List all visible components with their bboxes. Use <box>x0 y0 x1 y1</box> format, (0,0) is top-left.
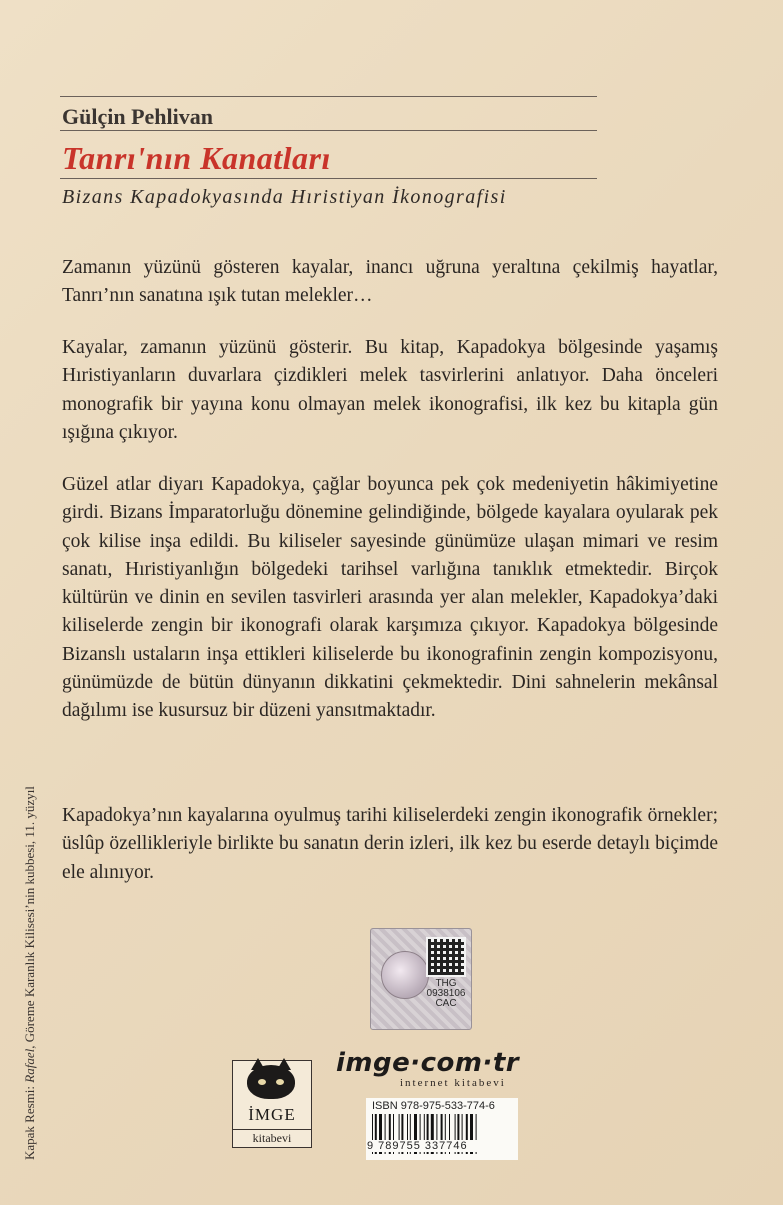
sticker-code-2: 0938106 <box>426 988 466 999</box>
cover-image-credit <box>22 786 38 1160</box>
credit-suffix: , Göreme Karanlık Kilisesi’nin kubbesi, 11. yüzyıl <box>22 786 37 1049</box>
book-subtitle: Bizans Kapadokyasında Hıristiyan İkonografisi <box>62 186 507 208</box>
blurb-paragraph-3: Güzel atlar diyarı Kapadokya, çağlar boyunca pek çok medeniyetin hâkimiyetine girdi. Bizans İmparatorluğu dönemine gelindiğinde, bölgede kayalara oyularak pek çok kilise inşa edildi. Bu kiliseler sayesinde günümüze ulaşan mimari ve resim sanatı, Hıristiyanlığın bölgedeki tarihsel varlığına tanıklık etmektedir. Birçok kültürün ve dinin en sevilen tasvirleri arasında yer alan melekler, Kapadokya’daki kiliselerde zengin bir ikonografi olarak karşımıza çıkıyor. Kapadokya bölgesinde Bizanslı ustaların inşa ettikleri kiliselerde bu ikonografinin zengin kompozisyonu, günümüzde de bütün dünyanın dikkatini çekmektedir. Dini sahnelerin mekânsal dağılımı ise kusursuz bir düzeni yansıtmaktadır. <box>62 474 718 722</box>
publisher-website: imge·com·tr <box>336 1048 520 1078</box>
blurb-paragraph-1: Zamanın yüzünü gösteren kayalar, inancı uğruna yeraltına çekilmiş hayatlar, Tanrı’nın sanatına ışık tutan melekler… <box>62 257 718 307</box>
credit-work: Rafael <box>22 1048 37 1083</box>
top-rule <box>60 96 597 97</box>
cat-eye-icon <box>258 1079 266 1085</box>
sticker-codes <box>421 979 471 1009</box>
author-rule <box>60 130 597 131</box>
publisher-logo-sub: kitabevi <box>233 1129 311 1146</box>
sticker-code-1: THG <box>435 978 457 989</box>
publisher-logo-name: İMGE <box>248 1105 296 1124</box>
sticker-code-3: CAC <box>435 998 457 1009</box>
publisher-website-sub: internet kitabevi <box>400 1077 506 1089</box>
isbn-label: ISBN 978-975-533-774-6 <box>372 1100 495 1112</box>
qr-code-icon <box>426 937 466 977</box>
book-title: Tanrı'nın Kanatları <box>62 140 331 176</box>
cat-icon <box>247 1065 295 1099</box>
title-rule <box>60 178 597 179</box>
barcode-digits: 9 789755 337746 <box>367 1140 517 1152</box>
hologram-sticker <box>370 928 472 1030</box>
blurb-paragraph-2: Kayalar, zamanın yüzünü gösterir. Bu kitap, Kapadokya bölgesinde yaşamış Hıristiyanların duvarlara çizdikleri melek tasvirlerini anlatıyor. Daha önceleri monografik bir yayına konu olmayan melek ikonografisi, ilk kez bu kitapla gün ışığına çıkıyor. <box>62 337 718 443</box>
cat-eye-icon <box>276 1079 284 1085</box>
blurb-paragraph-4: Kapadokya’nın kayalarına oyulmuş tarihi kiliselerdeki zengin ikonografik örnekler; üslûp özellikleriyle birlikte bu sanatın derin izleri, ilk kez bu eserde detaylı biçimde ele alınıyor. <box>62 805 718 883</box>
publisher-logo <box>232 1060 312 1148</box>
credit-prefix: Kapak Resmi: <box>22 1082 37 1160</box>
author-name: Gülçin Pehlivan <box>62 104 213 129</box>
